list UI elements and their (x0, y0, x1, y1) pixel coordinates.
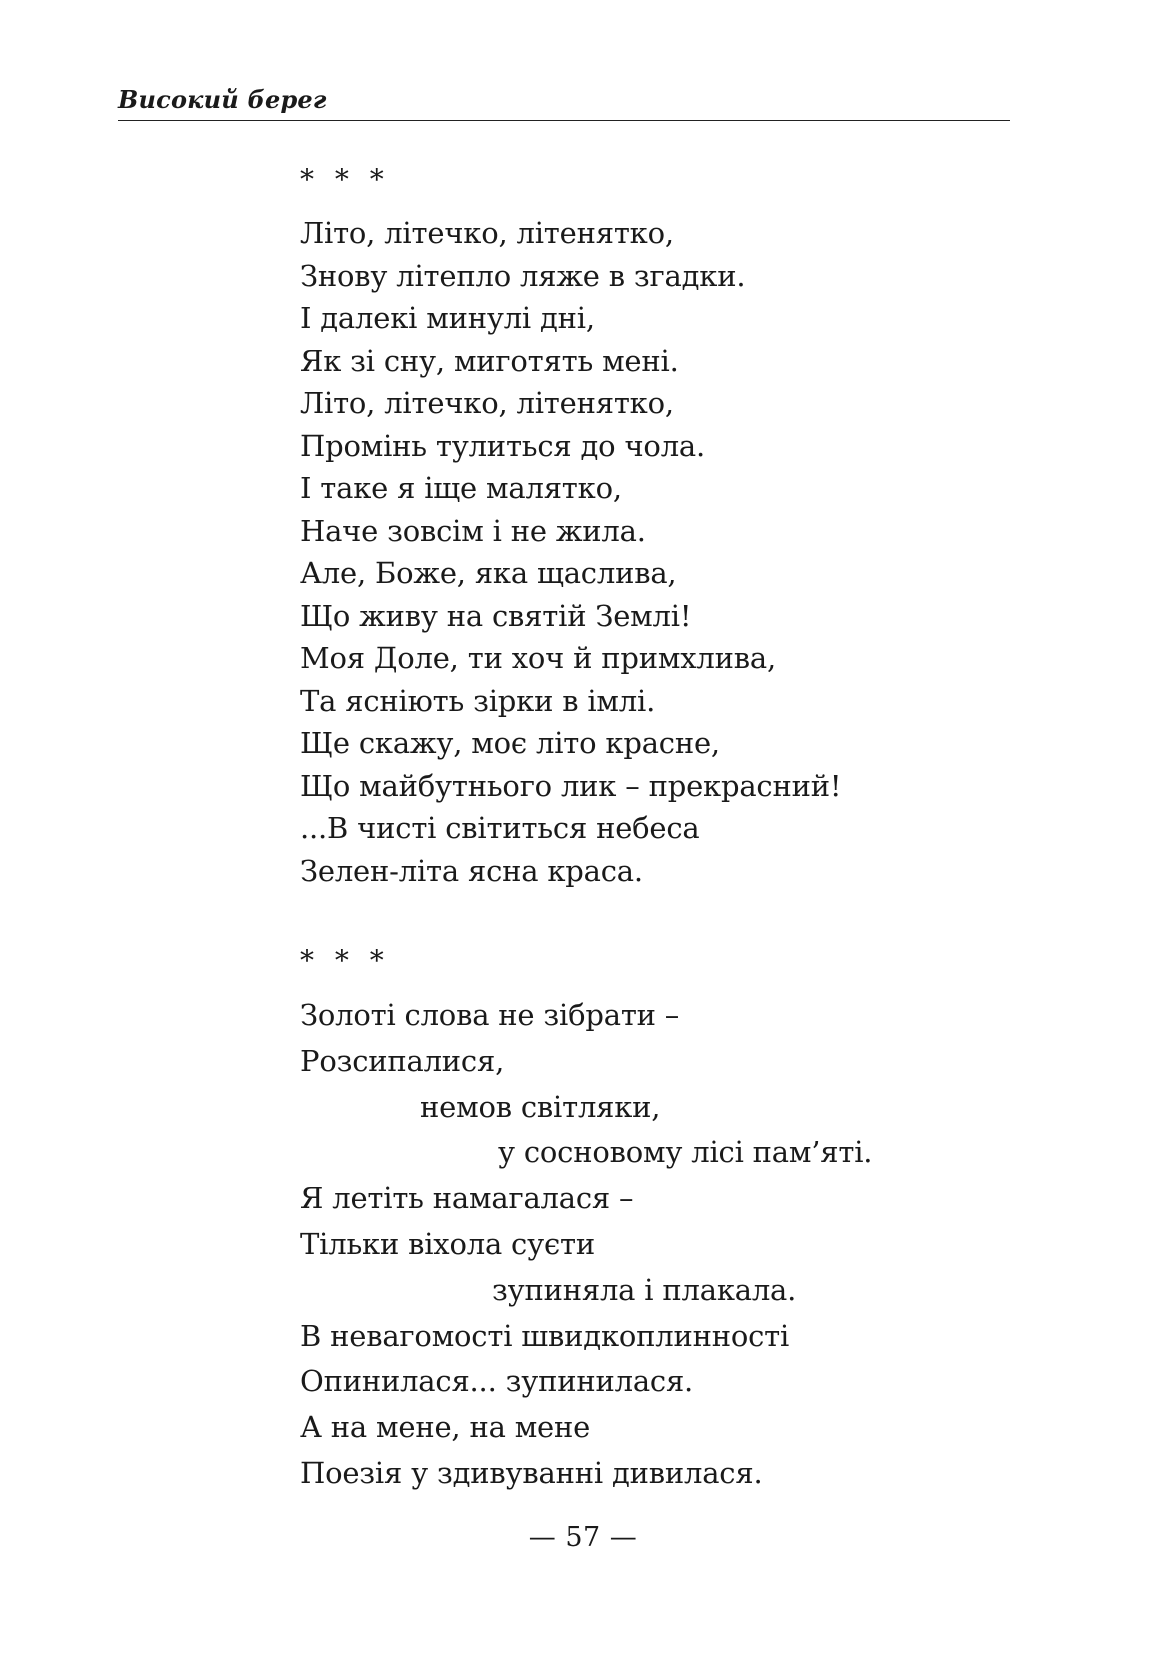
poem-line-indented: немов світляки, (420, 1089, 661, 1124)
poem-line-indented: зупиняла і плакала. (492, 1272, 797, 1307)
poem-line: Що майбутнього лик – прекрасний! (300, 768, 842, 803)
poem-2 (300, 944, 1060, 1497)
poem-1-lines (300, 212, 1060, 892)
poem-line: Я летіть намагалася – (300, 1181, 634, 1216)
poem-line: Опинилася... зупинилася. (300, 1364, 694, 1399)
poem-line-indented: у сосновому лісі пам’яті. (498, 1135, 873, 1170)
poem-line: Літо, літечко, літенятко, (300, 216, 674, 250)
poem-line: Промінь тулиться до чола. (300, 428, 706, 463)
poem-line: Розсипалися, (300, 1043, 505, 1078)
poem-line: Поезія у здивуванні дивилася. (300, 1455, 763, 1490)
poem-line: Зелен-літа ясна краса. (300, 853, 643, 888)
poem-line: Та яснiють зірки в імлі. (300, 683, 656, 718)
poem-2-lines (300, 993, 1060, 1497)
poem-line: Наче зовсім і не жила. (300, 513, 646, 548)
running-header (118, 82, 1010, 121)
poem-line: Ще скажу, моє літо красне, (300, 726, 720, 760)
poem-line: В невагомості швидкоплинності (300, 1318, 790, 1353)
poem-line: І таке я іще малятко, (300, 471, 622, 505)
poem-line: Золоті слова не зібрати – (300, 998, 680, 1032)
poem-line: Моя Доле, ти хоч й примхлива, (300, 641, 776, 675)
book-title: Високий берег (118, 85, 327, 114)
poem-line: А на мене, на мене (300, 1410, 591, 1445)
poem-1-divider: * * * (300, 163, 390, 196)
poem-line: Але, Боже, яка щаслива, (300, 556, 677, 590)
poem-line: І далекі минулі дні, (300, 301, 595, 335)
poem-line: ...В чисті світиться небеса (300, 811, 700, 845)
poem-2-divider: * * * (300, 944, 390, 977)
poem-1 (300, 163, 1060, 892)
poem-line: Що живу на святій Землі! (300, 598, 692, 633)
poem-line: Літо, літечко, літенятко, (300, 386, 674, 420)
poem-line: Тільки віхола суєти (300, 1226, 595, 1261)
poem-line: Як зі сну, миготять мені. (300, 343, 679, 378)
page-number: — 57 — (528, 1522, 638, 1553)
poem-line: Знову літепло ляже в згадки. (300, 258, 746, 293)
